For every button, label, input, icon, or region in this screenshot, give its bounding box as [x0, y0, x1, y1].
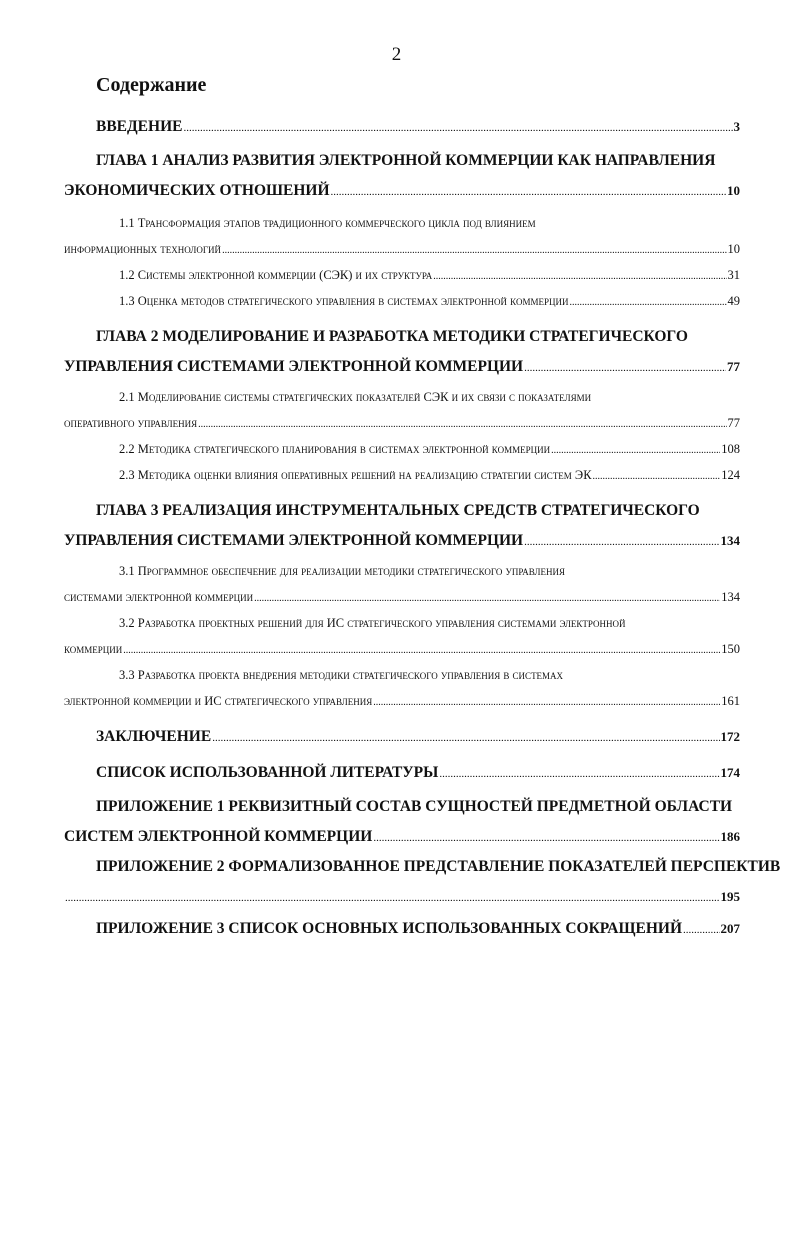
toc-entry-continuation: коммерции: [64, 642, 123, 656]
toc-entry[interactable]: [64, 216, 740, 257]
toc-page-number: 49: [727, 294, 740, 308]
toc-entry-title: 1.3 Оценка методов стратегического управления в системах электронной коммерции: [119, 294, 569, 308]
toc-entry-title: ПРИЛОЖЕНИЕ 2 ФОРМАЛИЗОВАННОЕ ПРЕДСТАВЛЕНИЕ ПОКАЗАТЕЛЕЙ ПЕРСПЕКТИВ: [96, 858, 781, 875]
toc-entry-title: ГЛАВА 1 АНАЛИЗ РАЗВИТИЯ ЭЛЕКТРОННОЙ КОММЕРЦИИ КАК НАПРАВЛЕНИЯ: [96, 152, 716, 169]
toc-entry[interactable]: [64, 564, 740, 605]
toc-entry-title: 2.2 Методика стратегического планирования в системах электронной коммерции: [119, 442, 551, 456]
toc-entry[interactable]: [64, 764, 740, 782]
dot-leader: [373, 828, 719, 846]
dot-leader: [123, 642, 720, 657]
toc-page-number: 186: [720, 829, 740, 844]
toc-entry[interactable]: [64, 798, 740, 846]
toc-page-number: 10: [727, 242, 740, 256]
dot-leader: [331, 182, 726, 200]
toc-entry-title: 3.3 Разработка проекта внедрения методики стратегического управления в системах: [119, 668, 564, 682]
toc-page-number: 207: [720, 921, 740, 936]
toc-entry-title: 2.1 Моделирование системы стратегических показателей СЭК и их связи с показателями: [119, 390, 592, 404]
toc-page-number: 31: [727, 268, 740, 282]
toc-entry-title: СПИСОК ИСПОЛЬЗОВАННОЙ ЛИТЕРАТУРЫ: [96, 764, 439, 781]
toc-entry-title: 3.1 Программное обеспечение для реализации методики стратегического управления: [119, 564, 565, 578]
toc-page-number: 3: [733, 119, 740, 134]
toc-entry-title: 2.3 Методика оценки влияния оперативных решений на реализацию стратегии систем ЭК: [119, 468, 592, 482]
toc-entry-title: ГЛАВА 3 РЕАЛИЗАЦИЯ ИНСТРУМЕНТАЛЬНЫХ СРЕДСТВ СТРАТЕГИЧЕСКОГО: [96, 502, 700, 519]
toc-entry-title: ГЛАВА 2 МОДЕЛИРОВАНИЕ И РАЗРАБОТКА МЕТОДИКИ СТРАТЕГИЧЕСКОГО: [96, 328, 688, 345]
toc-entry[interactable]: [64, 668, 740, 709]
page-title: Содержание: [96, 74, 207, 96]
toc-page-number: 134: [720, 533, 740, 548]
toc-page-number: 172: [720, 729, 740, 744]
dot-leader: [569, 294, 726, 309]
dot-leader: [212, 728, 719, 746]
dot-leader: [439, 764, 719, 782]
toc-page-number: 124: [721, 468, 740, 482]
toc-entry-continuation: электронной коммерции и ИС стратегического управления: [64, 694, 373, 708]
toc-entry[interactable]: [64, 502, 740, 550]
toc-entry-continuation: УПРАВЛЕНИЯ СИСТЕМАМИ ЭЛЕКТРОННОЙ КОММЕРЦИИ: [64, 358, 524, 375]
toc-entry[interactable]: [64, 468, 740, 483]
dot-leader: [183, 118, 732, 136]
toc-entry-title: 1.1 Трансформация этапов традиционного коммерческого цикла под влиянием: [119, 216, 536, 230]
dot-leader: [433, 268, 726, 283]
toc-entry-title: ВВЕДЕНИЕ: [96, 118, 183, 135]
toc-page-number: 195: [720, 889, 740, 904]
dot-leader: [373, 694, 720, 709]
toc-entry[interactable]: [64, 152, 740, 200]
toc-page-number: 150: [721, 642, 740, 656]
toc-page-number: 174: [720, 765, 740, 780]
toc-entry-title: 1.2 Системы электронной коммерции (СЭК) и их структура: [119, 268, 433, 282]
dot-leader: [222, 242, 726, 257]
toc-entry-continuation: УПРАВЛЕНИЯ СИСТЕМАМИ ЭЛЕКТРОННОЙ КОММЕРЦИИ: [64, 532, 524, 549]
toc-page-number: 161: [721, 694, 740, 708]
toc-entry[interactable]: [64, 390, 740, 431]
toc-entry-continuation: оперативного управления: [64, 416, 198, 430]
toc-entry-continuation: системами электронной коммерции: [64, 590, 254, 604]
toc-entry[interactable]: [64, 294, 740, 309]
toc-page-number: 108: [721, 442, 740, 456]
toc-entry-continuation: ЭКОНОМИЧЕСКИХ ОТНОШЕНИЙ: [64, 182, 330, 199]
dot-leader: [593, 468, 721, 483]
toc-entry-continuation: СИСТЕМ ЭЛЕКТРОННОЙ КОММЕРЦИИ: [64, 828, 373, 845]
toc-entry-title: 3.2 Разработка проектных решений для ИС стратегического управления системами электронной: [119, 616, 626, 630]
toc-entry[interactable]: [64, 858, 781, 906]
toc-entry[interactable]: [64, 616, 740, 657]
dot-leader: [683, 920, 719, 938]
toc-entry[interactable]: [64, 268, 740, 283]
toc-entry[interactable]: [64, 442, 740, 457]
toc-entry-title: ЗАКЛЮЧЕНИЕ: [96, 728, 212, 745]
dot-leader: [551, 442, 720, 457]
dot-leader: [65, 888, 720, 906]
toc-page-number: 77: [727, 359, 740, 374]
page-number: 2: [391, 44, 402, 65]
toc-entry[interactable]: [64, 728, 740, 746]
dot-leader: [524, 358, 726, 376]
toc-page-number: 77: [727, 416, 740, 430]
dot-leader: [524, 532, 719, 550]
toc-page-number: 10: [727, 183, 740, 198]
toc-entry-continuation: информационных технологий: [64, 242, 222, 256]
toc-page-number: 134: [721, 590, 740, 604]
toc-entry-title: ПРИЛОЖЕНИЕ 3 СПИСОК ОСНОВНЫХ ИСПОЛЬЗОВАННЫХ СОКРАЩЕНИЙ: [96, 920, 683, 937]
toc-entry-title: ПРИЛОЖЕНИЕ 1 РЕКВИЗИТНЫЙ СОСТАВ СУЩНОСТЕЙ ПРЕДМЕТНОЙ ОБЛАСТИ: [96, 798, 733, 815]
toc-entry[interactable]: [64, 920, 740, 938]
dot-leader: [254, 590, 720, 605]
toc-entry[interactable]: [64, 328, 740, 376]
toc-entry[interactable]: [64, 118, 740, 136]
dot-leader: [198, 416, 726, 431]
